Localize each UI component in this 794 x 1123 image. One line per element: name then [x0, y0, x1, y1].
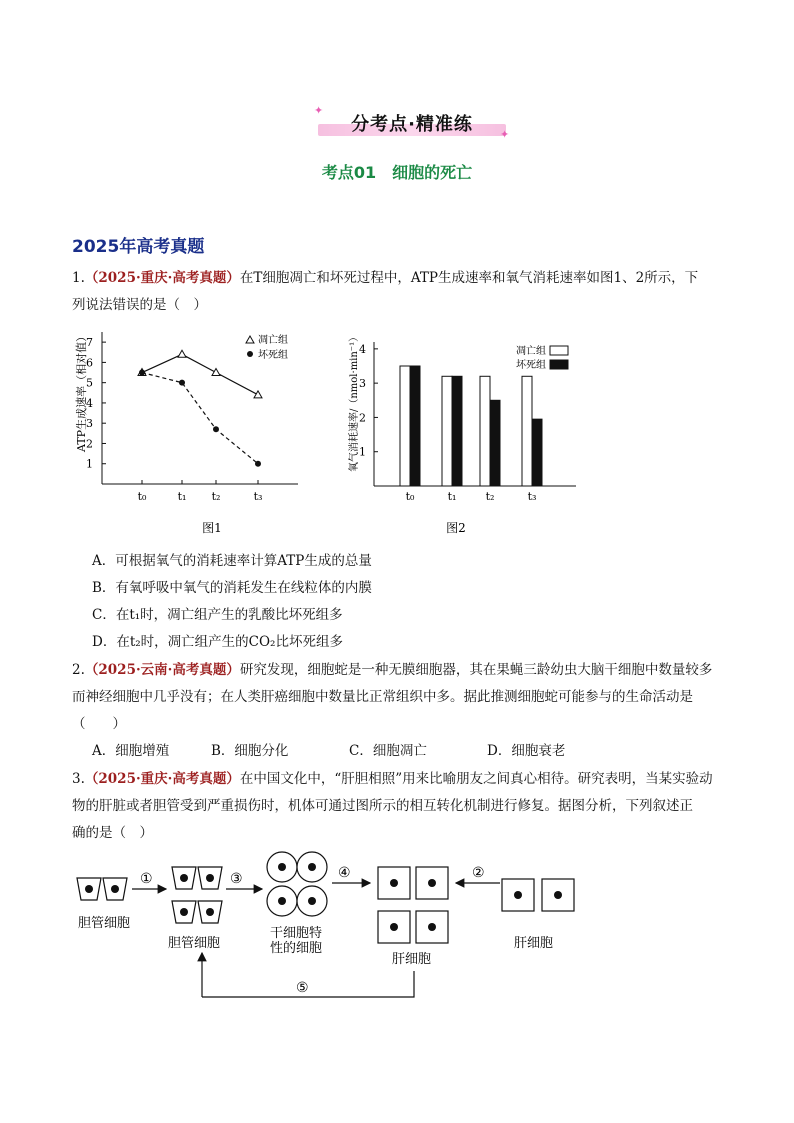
figure-caption: 图2 — [446, 521, 466, 535]
series-line — [142, 354, 258, 395]
step-3-label: ③ — [230, 871, 243, 887]
y-tick-label: 6 — [86, 356, 93, 370]
y-tick-label: 4 — [359, 342, 366, 356]
y-tick-label: 1 — [359, 445, 366, 459]
label-bile-cell-2: 胆管细胞 — [168, 936, 221, 951]
x-tick-label: t₂ — [485, 490, 495, 503]
data-point — [254, 391, 262, 398]
question-source: （2025·重庆·高考真题） — [84, 771, 240, 787]
label-bile-cell-1: 胆管细胞 — [78, 916, 131, 931]
bile-duct-cells-grid — [172, 867, 222, 923]
y-tick-label: 3 — [86, 417, 93, 431]
question-stem: 研究发现，细胞蛇是一种无膜细胞器，其在果蝇三龄幼虫大脑干细胞中数量较多 — [239, 662, 713, 678]
chart-figure-1 — [70, 322, 320, 540]
x-tick-label: t₁ — [447, 490, 457, 503]
bar — [400, 366, 410, 486]
bar — [442, 376, 452, 486]
step-4-label: ④ — [338, 865, 351, 881]
x-tick-label: t₃ — [253, 490, 263, 503]
legend-label: 凋亡组 — [516, 346, 546, 357]
step-5-label: ⑤ — [296, 980, 309, 996]
legend-label: 坏死组 — [258, 350, 288, 361]
x-tick-label: t₁ — [177, 490, 187, 503]
option-a[interactable]: A．可根据氧气的消耗速率计算ATP生成的总量 — [92, 553, 372, 569]
section-title: 2025年高考真题 — [72, 237, 205, 257]
figure-caption: 图1 — [202, 521, 222, 535]
x-tick-label: t₃ — [527, 490, 537, 503]
question-source: （2025·重庆·高考真题） — [84, 270, 240, 286]
x-tick-label: t₀ — [405, 490, 415, 503]
option-d[interactable]: D．在t₂时，凋亡组产生的CO₂比坏死组多 — [92, 634, 343, 650]
legend-marker — [246, 336, 254, 343]
bar — [490, 400, 500, 486]
x-tick-label: t₂ — [211, 490, 221, 503]
y-axis-label: 氧气消耗速率/（nmol·min⁻¹） — [349, 331, 360, 472]
bar — [532, 419, 542, 486]
sparkle-icon: ✦ — [500, 128, 510, 141]
data-point — [213, 426, 219, 432]
data-point — [179, 380, 185, 386]
data-point — [255, 461, 261, 467]
data-point — [178, 350, 186, 357]
y-axis-label: ATP生成速率（相对值） — [75, 330, 88, 452]
question-source: （2025·云南·高考真题） — [84, 662, 240, 678]
question-2 — [72, 657, 722, 738]
y-tick-label: 2 — [359, 411, 366, 425]
option-b[interactable]: B．有氧呼吸中氧气的消耗发生在线粒体的内膜 — [92, 580, 372, 596]
cell-conversion-diagram — [60, 845, 620, 1010]
y-tick-label: 3 — [359, 377, 366, 391]
label-stem-cell-1: 干细胞特 — [270, 926, 323, 941]
legend-marker — [247, 351, 253, 357]
legend-marker — [550, 360, 568, 369]
question-number: 2. — [72, 662, 85, 678]
legend-label: 凋亡组 — [258, 335, 288, 346]
option-d[interactable]: D．细胞衰老 — [487, 743, 566, 759]
data-point — [212, 369, 220, 376]
bar — [452, 376, 462, 486]
chart-figure-2 — [340, 322, 590, 540]
bar — [522, 376, 532, 486]
question-number: 3. — [72, 771, 85, 787]
y-tick-label: 5 — [86, 376, 93, 390]
bar — [410, 366, 420, 486]
option-c[interactable]: C．在t₁时，凋亡组产生的乳酸比坏死组多 — [92, 607, 343, 623]
y-tick-label: 2 — [86, 437, 93, 451]
question-stem: 在T细胞凋亡和坏死过程中，ATP生成速率和氧气消耗速率如图1、2所示，下 — [239, 270, 699, 286]
question-number: 1. — [72, 270, 85, 286]
x-tick-label: t₀ — [137, 490, 147, 503]
question-stem: 在中国文化中，“肝胆相照”用来比喻朋友之间真心相待。研究表明，当某实验动 — [239, 771, 713, 787]
data-point — [139, 370, 145, 376]
question-stem: 而神经细胞中几乎没有；在人类肝癌细胞中数量比正常组织中多。据此推测细胞蛇可能参与的生命活动是 — [72, 689, 693, 705]
step-2-label: ② — [472, 865, 485, 881]
bar — [480, 376, 490, 486]
legend-label: 坏死组 — [516, 360, 546, 371]
section-banner — [312, 106, 512, 142]
y-tick-label: 7 — [86, 336, 93, 350]
question-3 — [72, 766, 722, 847]
bile-duct-cells-left — [77, 878, 127, 900]
question-1 — [72, 265, 722, 319]
option-a[interactable]: A．细胞增殖 — [92, 743, 170, 759]
sparkle-icon: ✦ — [314, 104, 324, 117]
question-stem: （ ） — [72, 716, 126, 732]
step-1-label: ① — [140, 871, 153, 887]
banner-title: 分考点·精准练 — [351, 114, 473, 135]
y-tick-label: 1 — [86, 457, 93, 471]
liver-cells-grid — [378, 867, 448, 943]
question-stem: 列说法错误的是（ ） — [72, 297, 207, 313]
question-stem: 确的是（ ） — [72, 825, 153, 841]
legend-marker — [550, 346, 568, 355]
option-c[interactable]: C．细胞凋亡 — [349, 743, 427, 759]
liver-cells-right — [502, 879, 574, 911]
stem-like-cells — [267, 852, 327, 916]
label-liver-cell-2: 肝细胞 — [514, 936, 554, 951]
option-b[interactable]: B．细胞分化 — [211, 743, 289, 759]
topic-subtitle: 考点01 细胞的死亡 — [321, 163, 473, 182]
question-stem: 物的肝脏或者胆管受到严重损伤时，机体可通过图所示的相互转化机制进行修复。据图分析，下列叙述正 — [72, 798, 693, 814]
y-tick-label: 4 — [86, 396, 93, 410]
label-stem-cell-2: 性的细胞 — [270, 941, 323, 956]
label-liver-cell-1: 肝细胞 — [392, 952, 432, 967]
